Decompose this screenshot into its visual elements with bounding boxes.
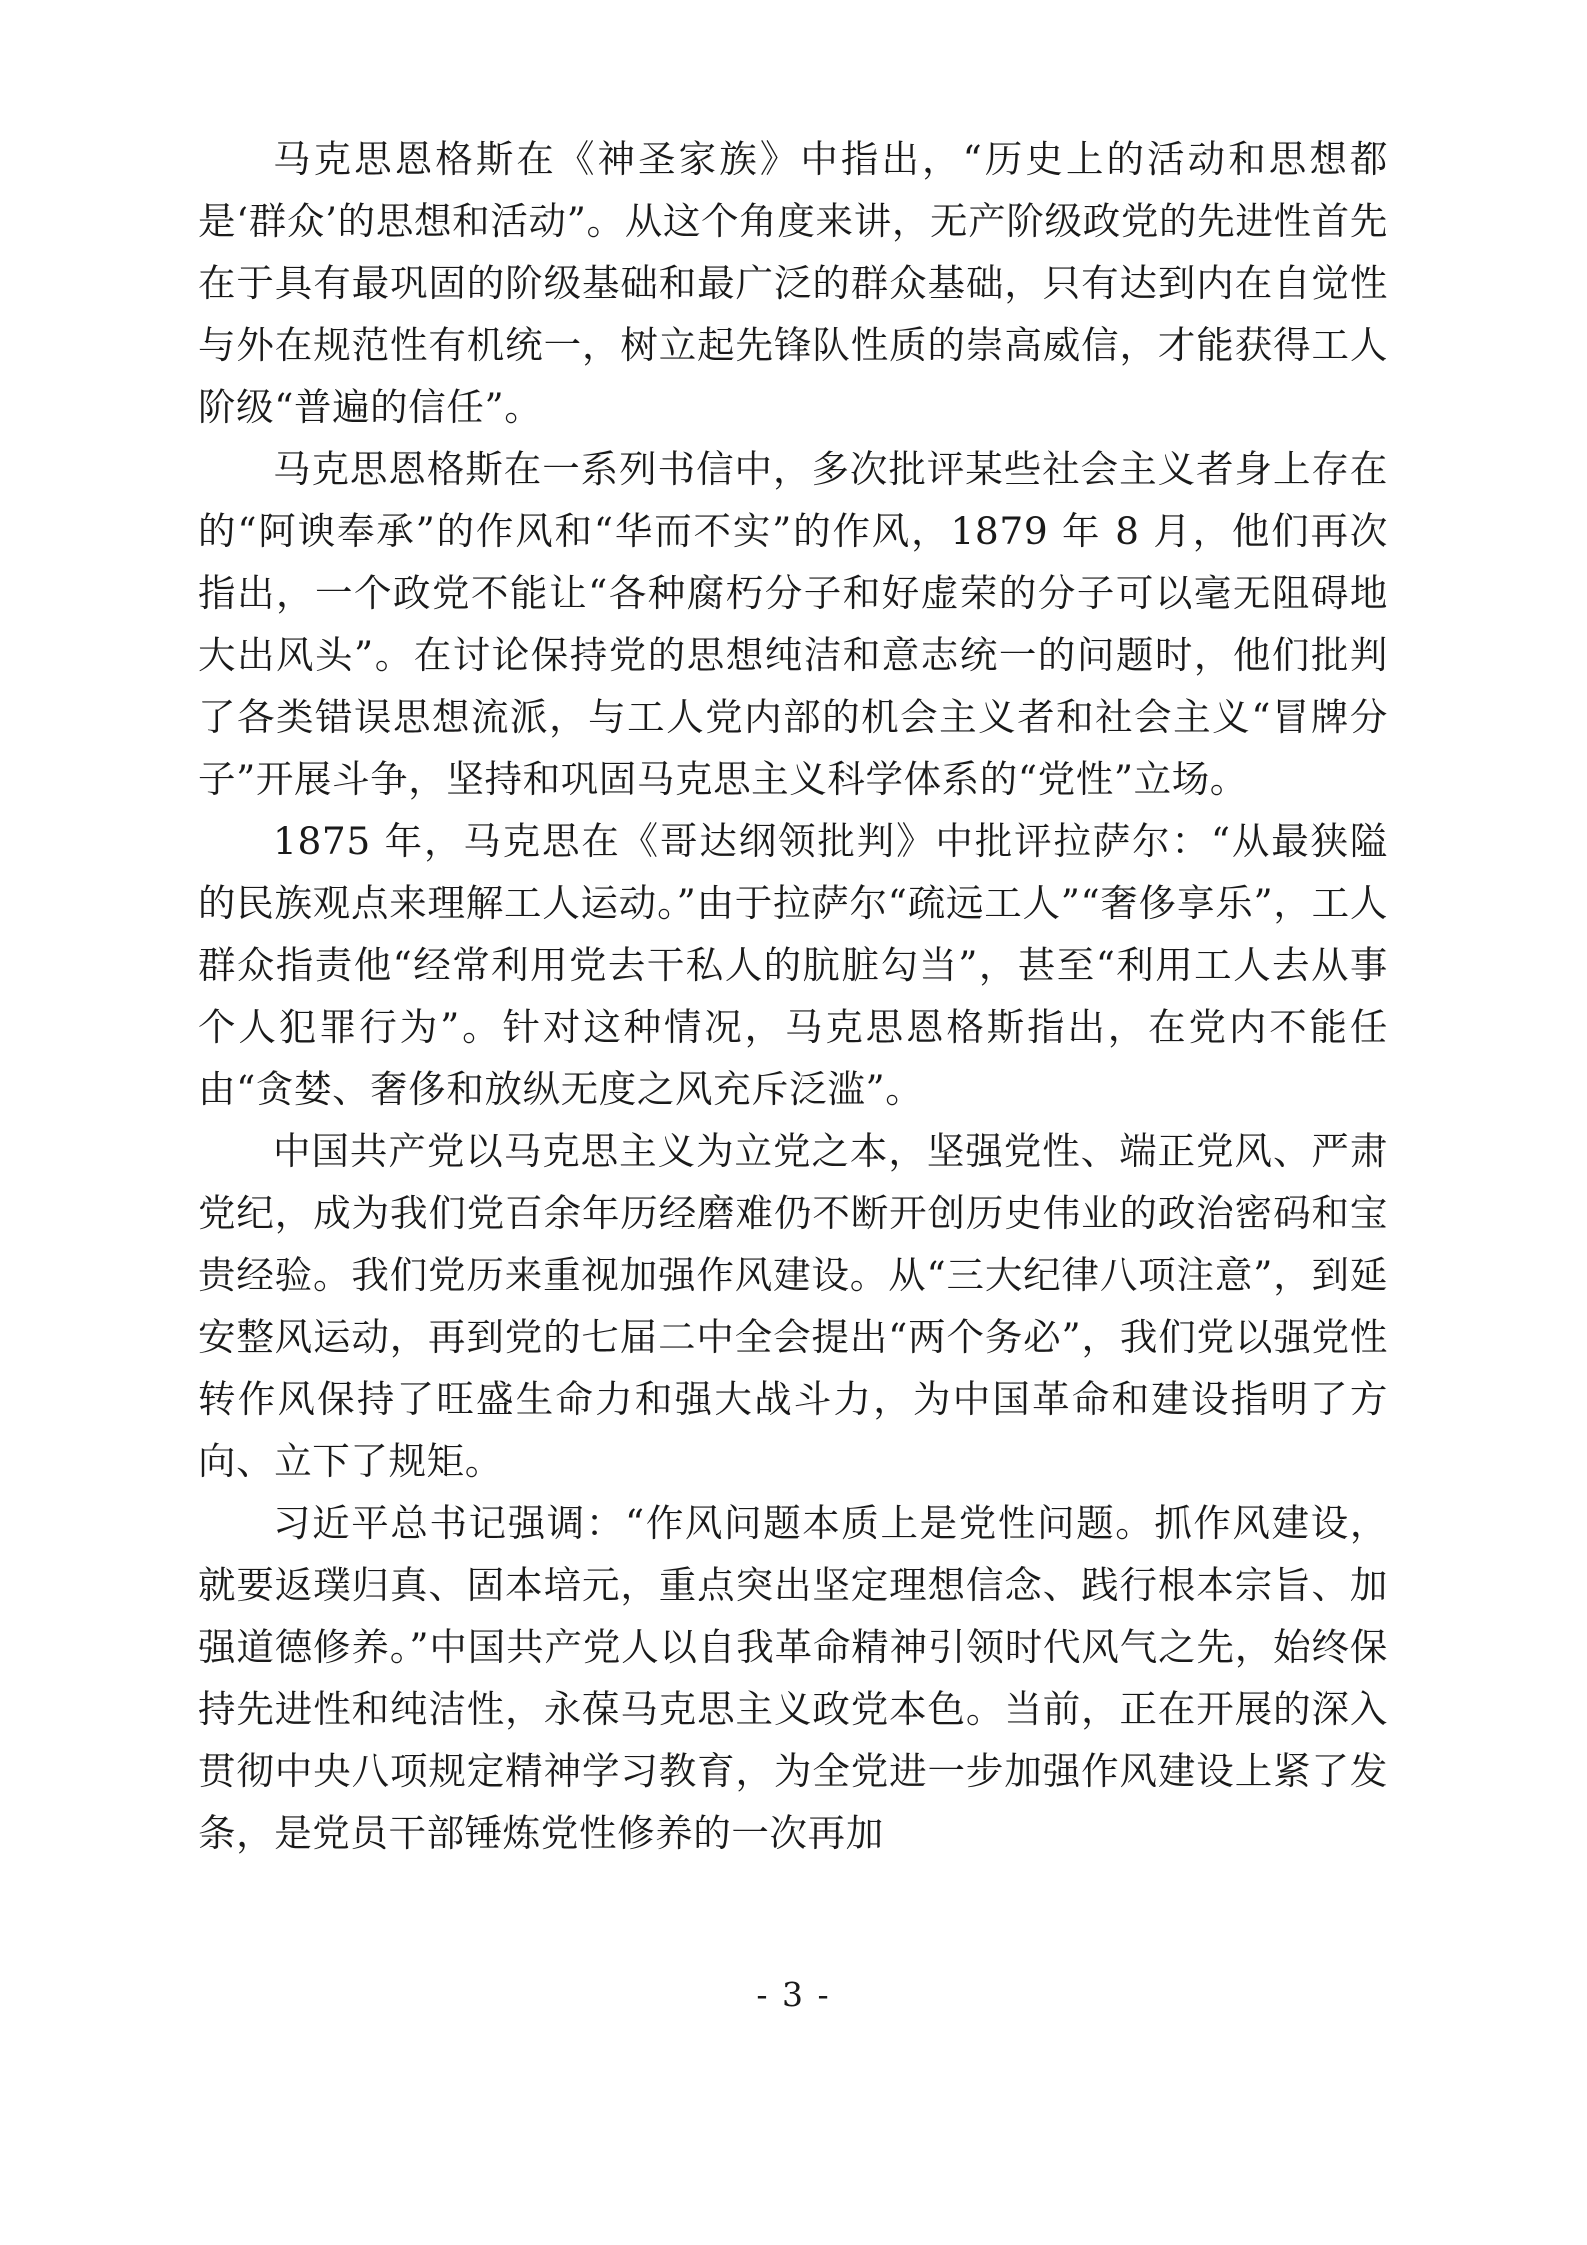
paragraph: 中国共产党以马克思主义为立党之本，坚强党性、端正党风、严肃党纪，成为我们党百余年历经磨难仍不断开创历史伟业的政治密码和宝贵经验。我们党历来重视加强作风建设。从“三大纪律八项注意”，到延安整风运动，再到党的七届二中全会提出“两个务必”，我们党以强党性转作风保持了旺盛生命力和强大战斗力，为中国革命和建设指明了方向、立下了规矩。 (198, 1129, 1388, 1483)
paragraph: 马克思恩格斯在《神圣家族》中指出，“历史上的活动和思想都是‘群众’的思想和活动”。从这个角度来讲，无产阶级政党的先进性首先在于具有最巩固的阶级基础和最广泛的群众基础，只有达到内在自觉性与外在规范性有机统一，树立起先锋队性质的崇高威信，才能获得工人阶级“普遍的信任”。 (198, 137, 1388, 429)
page-body (198, 128, 1388, 1864)
paragraph: 1875 年，马克思在《哥达纲领批判》中批评拉萨尔：“从最狭隘的民族观点来理解工人运动。”由于拉萨尔“疏远工人”“奢侈享乐”，工人群众指责他“经常利用党去干私人的肮脏勾当”，甚至“利用工人去从事个人犯罪行为”。针对这种情况，马克思恩格斯指出，在党内不能任由“贪婪、奢侈和放纵无度之风充斥泛滥”。 (198, 819, 1388, 1111)
paragraph: 习近平总书记强调：“作风问题本质上是党性问题。抓作风建设，就要返璞归真、固本培元，重点突出坚定理想信念、践行根本宗旨、加强道德修养。”中国共产党人以自我革命精神引领时代风气之先，始终保持先进性和纯洁性，永葆马克思主义政党本色。当前，正在开展的深入贯彻中央八项规定精神学习教育，为全党进一步加强作风建设上紧了发条，是党员干部锤炼党性修养的一次再加 (198, 1501, 1388, 1855)
page-number: - 3 - (756, 1975, 831, 2014)
paragraph: 马克思恩格斯在一系列书信中，多次批评某些社会主义者身上存在的“阿谀奉承”的作风和“华而不实”的作风，1879 年 8 月，他们再次指出，一个政党不能让“各种腐朽分子和好虚荣的分子可以毫无阻碍地大出风头”。在讨论保持党的思想纯洁和意志统一的问题时，他们批判了各类错误思想流派，与工人党内部的机会主义者和社会主义“冒牌分子”开展斗争，坚持和巩固马克思主义科学体系的“党性”立场。 (198, 447, 1388, 801)
